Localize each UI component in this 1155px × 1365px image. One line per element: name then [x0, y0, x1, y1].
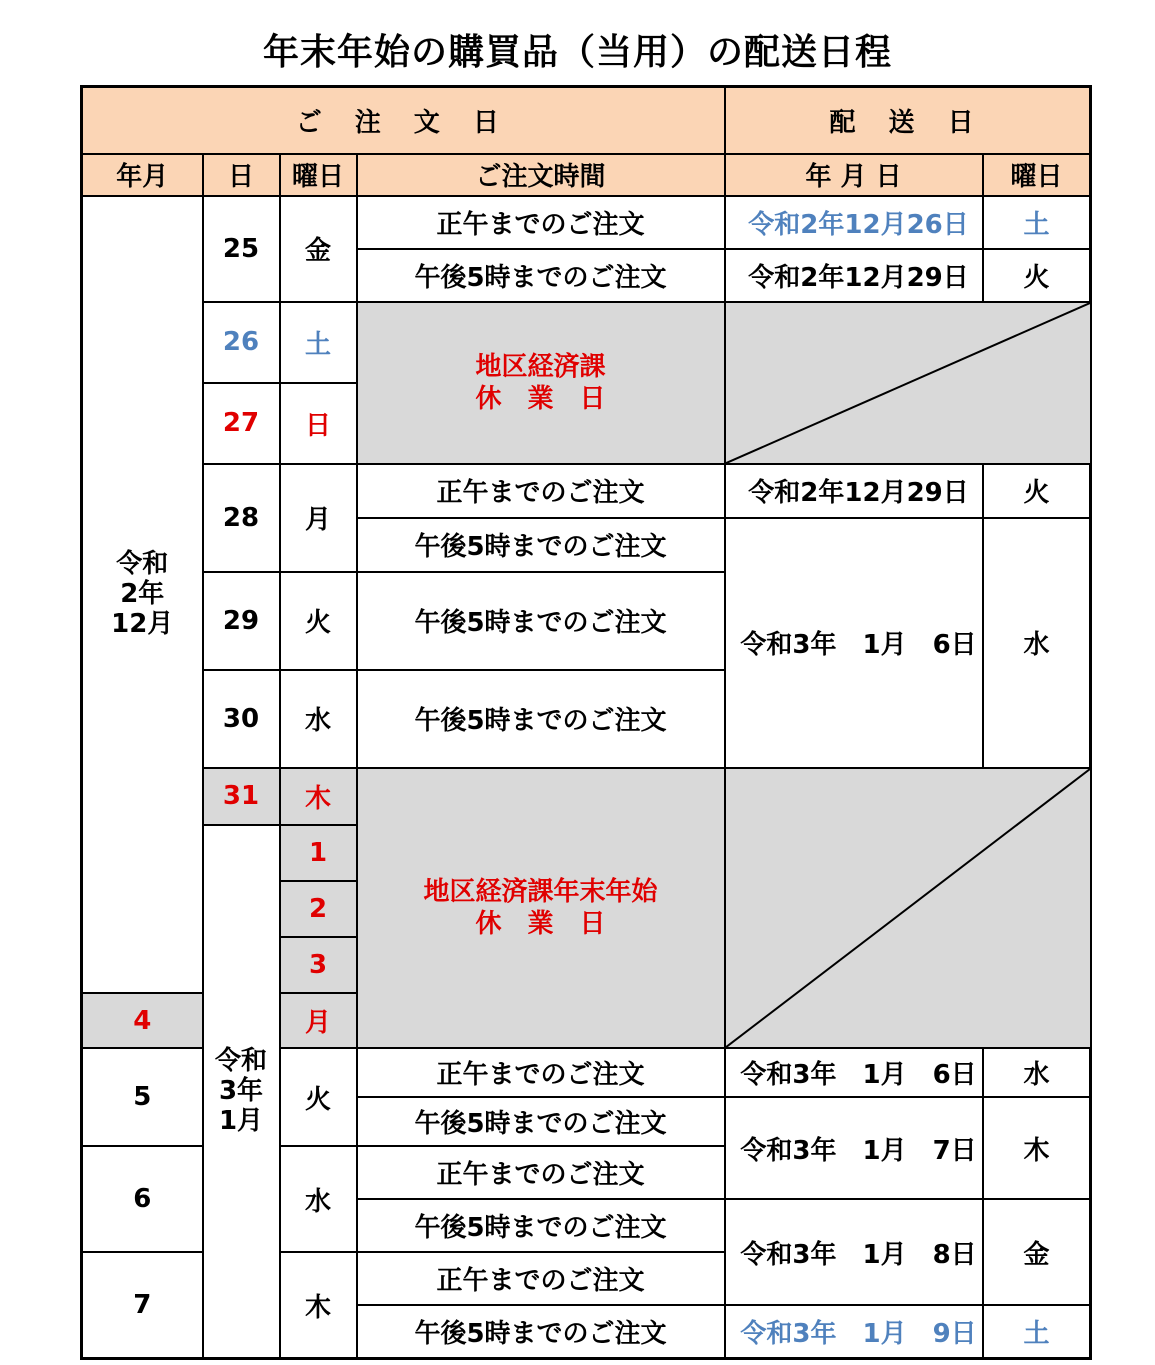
- order-time-cell: 正午までのご注文: [357, 1048, 725, 1097]
- day-cell: 26: [203, 302, 280, 383]
- delivery-weekday-cell: 水: [983, 518, 1091, 768]
- table-row: [82, 302, 1091, 383]
- day-cell: 6: [82, 1146, 203, 1252]
- weekday-cell: 金: [280, 196, 357, 302]
- year-month-jan: 令和 3年 1月: [203, 825, 280, 1359]
- weekday-cell: 木: [280, 1252, 357, 1358]
- day-cell: 30: [203, 670, 280, 768]
- order-time-cell: 正午までのご注文: [357, 1146, 725, 1199]
- day-cell: 25: [203, 196, 280, 302]
- weekday-cell: 水: [280, 670, 357, 768]
- delivery-schedule-table: [80, 85, 1092, 1360]
- delivery-date-cell: 令和3年 1月 6日: [725, 1048, 983, 1097]
- order-time-cell: 正午までのご注文: [357, 196, 725, 249]
- order-time-cell: 午後5時までのご注文: [357, 670, 725, 768]
- delivery-date-cell: 令和2年12月26日: [725, 196, 983, 249]
- day-cell: 31: [203, 768, 280, 825]
- new-year-closed-cell: 地区経済課年末年始 休 業 日: [357, 768, 725, 1048]
- delivery-date-cell: 令和3年 1月 6日: [725, 518, 983, 768]
- day-cell: 27: [203, 383, 280, 464]
- no-delivery-cell: [725, 768, 1091, 1048]
- delivery-date-cell: 令和2年12月29日: [725, 464, 983, 518]
- delivery-weekday-cell: 水: [983, 1048, 1091, 1097]
- day-cell: 29: [203, 572, 280, 670]
- order-time-cell: 午後5時までのご注文: [357, 572, 725, 670]
- order-time-cell: 正午までのご注文: [357, 464, 725, 518]
- weekday-cell: 火: [280, 572, 357, 670]
- delivery-date-cell: 令和3年 1月 7日: [725, 1097, 983, 1199]
- header-row-groups: [82, 87, 1091, 154]
- diagonal-line: [726, 303, 1090, 463]
- weekday-cell: 日: [280, 383, 357, 464]
- order-time-cell: 午後5時までのご注文: [357, 518, 725, 572]
- delivery-weekday-cell: 土: [983, 1305, 1091, 1358]
- col-weekday: 曜日: [280, 154, 357, 196]
- col-delivery-weekday: 曜日: [983, 154, 1091, 196]
- order-date-header: ご 注 文 日: [82, 87, 725, 154]
- day-cell: 28: [203, 464, 280, 572]
- day-cell: 3: [280, 937, 357, 993]
- year-month-dec: 令和 2年 12月: [82, 196, 203, 994]
- office-closed-cell: 地区経済課 休 業 日: [357, 302, 725, 464]
- delivery-date-cell: 令和3年 1月 9日: [725, 1305, 983, 1358]
- day-cell: 5: [82, 1048, 203, 1146]
- table-row: [82, 464, 1091, 518]
- order-time-cell: 午後5時までのご注文: [357, 1097, 725, 1146]
- col-day: 日: [203, 154, 280, 196]
- delivery-weekday-cell: 火: [983, 249, 1091, 302]
- weekday-cell: 水: [280, 1146, 357, 1252]
- delivery-date-cell: 令和2年12月29日: [725, 249, 983, 302]
- delivery-date-cell: 令和3年 1月 8日: [725, 1199, 983, 1305]
- col-delivery-date: 年 月 日: [725, 154, 983, 196]
- order-time-cell: 午後5時までのご注文: [357, 1199, 725, 1252]
- page-title: 年末年始の購買品（当用）の配送日程: [262, 32, 892, 73]
- delivery-weekday-cell: 火: [983, 464, 1091, 518]
- delivery-weekday-cell: 土: [983, 196, 1091, 249]
- weekday-cell: 月: [280, 993, 357, 1048]
- day-cell: 4: [82, 993, 203, 1048]
- weekday-cell: 土: [280, 302, 357, 383]
- day-cell: 7: [82, 1252, 203, 1358]
- weekday-cell: 木: [280, 768, 357, 825]
- diagonal-line: [726, 769, 1090, 1047]
- table-row: [82, 768, 1091, 825]
- order-time-cell: 午後5時までのご注文: [357, 1305, 725, 1358]
- order-time-cell: 正午までのご注文: [357, 1252, 725, 1305]
- delivery-weekday-cell: 金: [983, 1199, 1091, 1305]
- no-delivery-cell: [725, 302, 1091, 464]
- delivery-date-header: 配 送 日: [725, 87, 1091, 154]
- day-cell: 2: [280, 881, 357, 937]
- weekday-cell: 月: [280, 464, 357, 572]
- table-row: [82, 196, 1091, 249]
- order-time-cell: 午後5時までのご注文: [357, 249, 725, 302]
- col-year-month: 年月: [82, 154, 203, 196]
- col-order-time: ご注文時間: [357, 154, 725, 196]
- weekday-cell: 火: [280, 1048, 357, 1146]
- header-row-columns: [82, 154, 1091, 196]
- day-cell: 1: [280, 825, 357, 881]
- delivery-weekday-cell: 木: [983, 1097, 1091, 1199]
